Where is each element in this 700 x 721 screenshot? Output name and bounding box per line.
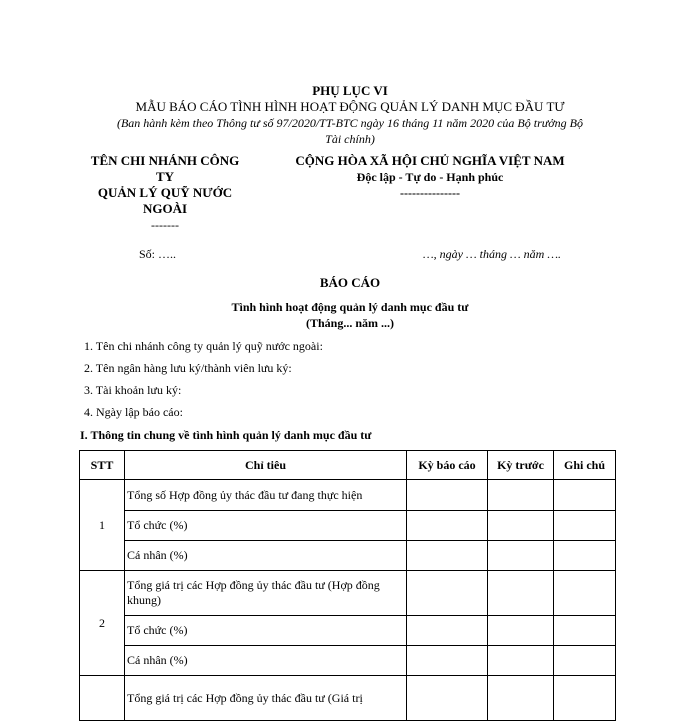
current-period-cell xyxy=(407,646,488,676)
indicator-cell: Cá nhân (%) xyxy=(125,541,407,571)
previous-period-cell xyxy=(488,646,554,676)
branch-name-line-2: TY xyxy=(155,169,175,184)
indicator-cell: Cá nhân (%) xyxy=(125,646,407,676)
table-row xyxy=(80,541,616,571)
current-period-cell xyxy=(407,571,488,616)
stt-cell: 1 xyxy=(80,480,125,571)
previous-period-cell xyxy=(488,480,554,511)
header-notes: Ghi chú xyxy=(554,451,616,480)
header-current-period: Kỳ báo cáo xyxy=(407,451,488,480)
table-row xyxy=(80,646,616,676)
table-row xyxy=(80,511,616,541)
previous-period-cell xyxy=(488,541,554,571)
header-stt: STT xyxy=(80,451,125,480)
portfolio-table xyxy=(79,450,616,721)
report-title: BÁO CÁO xyxy=(319,275,381,290)
field-custody-account: 3. Tài khoản lưu ký: xyxy=(84,383,182,397)
current-period-cell xyxy=(407,541,488,571)
motto: Độc lập - Tự do - Hạnh phúc xyxy=(356,170,504,184)
field-report-date: 4. Ngày lập báo cáo: xyxy=(84,405,183,419)
previous-period-cell xyxy=(488,616,554,646)
country-name: CỘNG HÒA XÃ HỘI CHỦ NGHĨA VIỆT NAM xyxy=(295,153,565,168)
previous-period-cell xyxy=(488,511,554,541)
table-row xyxy=(80,480,616,511)
header-previous-period: Kỳ trước xyxy=(488,451,554,480)
form-title: MẪU BÁO CÁO TÌNH HÌNH HOẠT ĐỘNG QUẢN LÝ DANH MỤC ĐẦU TƯ xyxy=(135,99,565,114)
report-period: (Tháng... năm ...) xyxy=(305,316,394,330)
notes-cell xyxy=(554,616,616,646)
section-1-heading: I. Thông tin chung về tình hình quản lý danh mục đầu tư xyxy=(80,428,372,442)
table-row xyxy=(80,676,616,721)
document-number: Số: ….. xyxy=(139,247,177,261)
branch-name-line-3: QUẢN LÝ QUỸ NƯỚC xyxy=(97,185,233,200)
stt-cell xyxy=(80,676,125,721)
document-date: …, ngày … tháng … năm …. xyxy=(423,247,562,261)
subtitle-line-1: (Ban hành kèm theo Thông tư số 97/2020/TT-BTC ngày 16 tháng 11 năm 2020 của Bộ trưởng Bộ xyxy=(116,116,584,130)
right-divider: --------------- xyxy=(400,186,460,200)
field-custodian-bank: 2. Tên ngân hàng lưu ký/thành viên lưu ký: xyxy=(84,361,292,375)
appendix-title: PHỤ LỤC VI xyxy=(312,83,388,98)
branch-name-line-1: TÊN CHI NHÁNH CÔNG xyxy=(90,153,240,168)
notes-cell xyxy=(554,480,616,511)
indicator-cell: Tổng giá trị các Hợp đồng ủy thác đầu tư (Giá trị xyxy=(125,676,407,721)
field-branch-name: 1. Tên chi nhánh công ty quản lý quỹ nước ngoài: xyxy=(84,339,323,353)
stt-cell: 2 xyxy=(80,571,125,676)
indicator-cell: Tổng giá trị các Hợp đồng ủy thác đầu tư (Hợp đồng khung) xyxy=(125,571,407,616)
current-period-cell xyxy=(407,676,488,721)
notes-cell xyxy=(554,676,616,721)
notes-cell xyxy=(554,571,616,616)
current-period-cell xyxy=(407,616,488,646)
indicator-cell: Tổ chức (%) xyxy=(125,511,407,541)
left-divider: ------- xyxy=(151,218,179,232)
report-subtitle: Tình hình hoạt động quản lý danh mục đầu tư xyxy=(231,300,469,314)
indicator-cell: Tổ chức (%) xyxy=(125,616,407,646)
table-row xyxy=(80,616,616,646)
indicator-cell: Tổng số Hợp đồng ủy thác đầu tư đang thực hiện xyxy=(125,480,407,511)
current-period-cell xyxy=(407,511,488,541)
notes-cell xyxy=(554,541,616,571)
notes-cell xyxy=(554,511,616,541)
header-indicator: Chỉ tiêu xyxy=(125,451,407,480)
branch-name-line-4: NGOÀI xyxy=(142,201,188,216)
current-period-cell xyxy=(407,480,488,511)
table-row xyxy=(80,571,616,616)
subtitle-line-2: Tài chính) xyxy=(325,132,375,146)
table-header-row xyxy=(80,451,616,480)
previous-period-cell xyxy=(488,571,554,616)
previous-period-cell xyxy=(488,676,554,721)
notes-cell xyxy=(554,646,616,676)
